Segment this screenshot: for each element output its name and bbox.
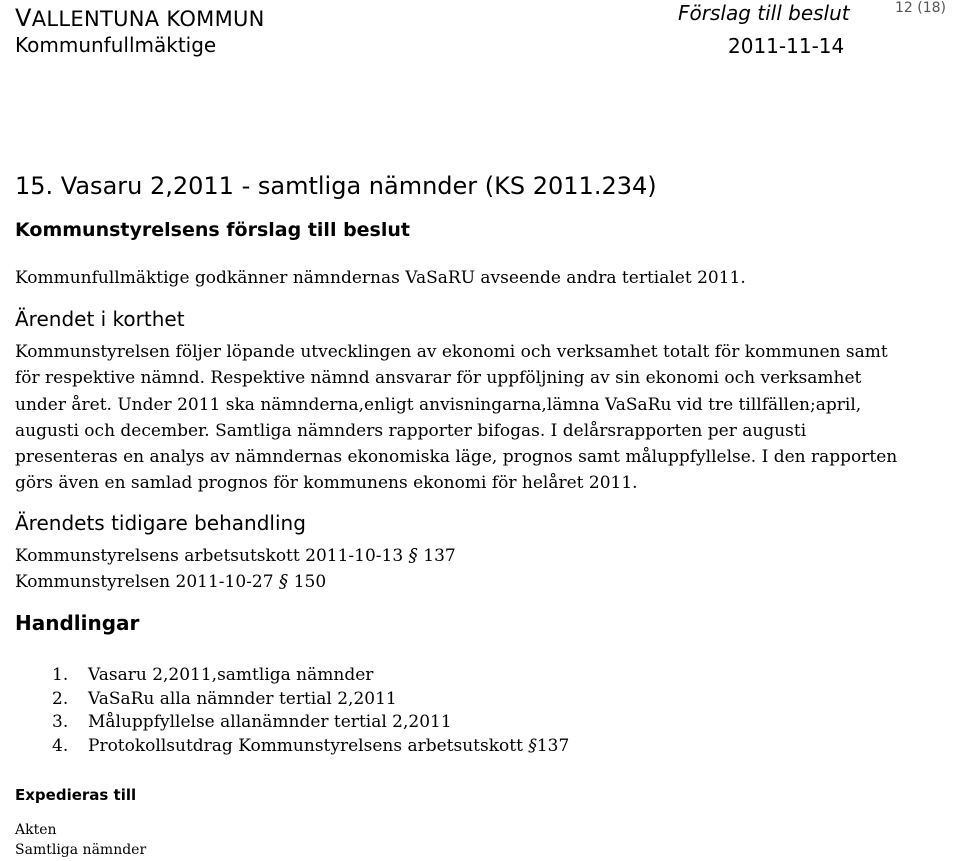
- organization-initial: V: [15, 4, 32, 32]
- organization-name: [15, 4, 265, 32]
- document-title: Måluppfyllelse allanämnder tertial 2,2011: [88, 712, 452, 732]
- dispatch-heading: Expedieras till: [15, 786, 137, 804]
- summary-line: under året. Under 2011 ska nämnderna,enligt anvisningarna,lämna VaSaRu vid tre tillfällen;april,: [15, 394, 862, 415]
- document-number: 3.: [52, 712, 69, 732]
- document-number: 4.: [52, 736, 69, 756]
- page-number: 12 (18): [895, 0, 947, 16]
- summary-line: görs även en samlad prognos för kommunens ekonomi för helåret 2011.: [15, 473, 638, 494]
- document-status: Förslag till beslut: [678, 1, 850, 25]
- dispatch-recipient: Samtliga nämnder: [15, 842, 147, 858]
- document-number: 1.: [52, 665, 69, 685]
- item-title: 15. Vasaru 2,2011 - samtliga nämnder (KS 2011.234): [15, 172, 657, 200]
- history-text: Kommunstyrelsens arbetsutskott 2011-10-13: [15, 546, 404, 566]
- document-item: [52, 665, 374, 685]
- paragraph-reference: §: [408, 545, 424, 566]
- document-title: Vasaru 2,2011,samtliga nämnder: [88, 665, 374, 685]
- paragraph-reference: §: [528, 736, 537, 756]
- document-title-wrap: [88, 736, 569, 756]
- summary-line: Kommunstyrelsen följer löpande utvecklingen av ekonomi och verksamhet totalt för kommunen samt: [15, 342, 888, 362]
- proposal-text: Kommunfullmäktige godkänner nämndernas VaSaRU avseende andra tertialet 2011.: [15, 268, 746, 288]
- history-number: 137: [423, 546, 456, 566]
- summary-heading: Ärendet i korthet: [15, 307, 185, 331]
- paragraph-reference: §: [278, 571, 294, 592]
- document-title: Protokollsutdrag Kommunstyrelsens arbetsutskott: [88, 736, 523, 756]
- document-item: [52, 736, 570, 756]
- documents-heading: Handlingar: [15, 611, 140, 635]
- summary-line: presenteras en analys av nämndernas ekonomiska läge, prognos samt måluppfyllelse. I den rapporten: [15, 447, 898, 468]
- summary-line: augusti och december. Samtliga nämnders rapporter bifogas. I delårsrapporten per augusti: [15, 420, 807, 441]
- proposal-heading: Kommunstyrelsens förslag till beslut: [15, 219, 410, 241]
- document-title: VaSaRu alla nämnder tertial 2,2011: [88, 689, 397, 709]
- body-name: Kommunfullmäktige: [15, 33, 217, 57]
- dispatch-recipient: Akten: [15, 822, 57, 838]
- document-item: [52, 712, 452, 732]
- organization-name-rest: ALLENTUNA KOMMUN: [31, 7, 265, 31]
- document-number: 2.: [52, 689, 69, 709]
- document-paragraph-number: 137: [536, 736, 570, 756]
- summary-line: för respektive nämnd. Respektive nämnd ansvarar för uppföljning av sin ekonomi och verksamhet: [15, 368, 862, 389]
- history-text: Kommunstyrelsen 2011-10-27: [15, 572, 274, 592]
- history-row: [15, 571, 326, 592]
- history-heading: Ärendets tidigare behandling: [15, 511, 306, 535]
- summary-paragraph: [15, 339, 925, 497]
- history-number: 150: [293, 572, 327, 592]
- history-row: [15, 545, 456, 566]
- document-date: 2011-11-14: [728, 34, 845, 58]
- document-item: [52, 689, 397, 709]
